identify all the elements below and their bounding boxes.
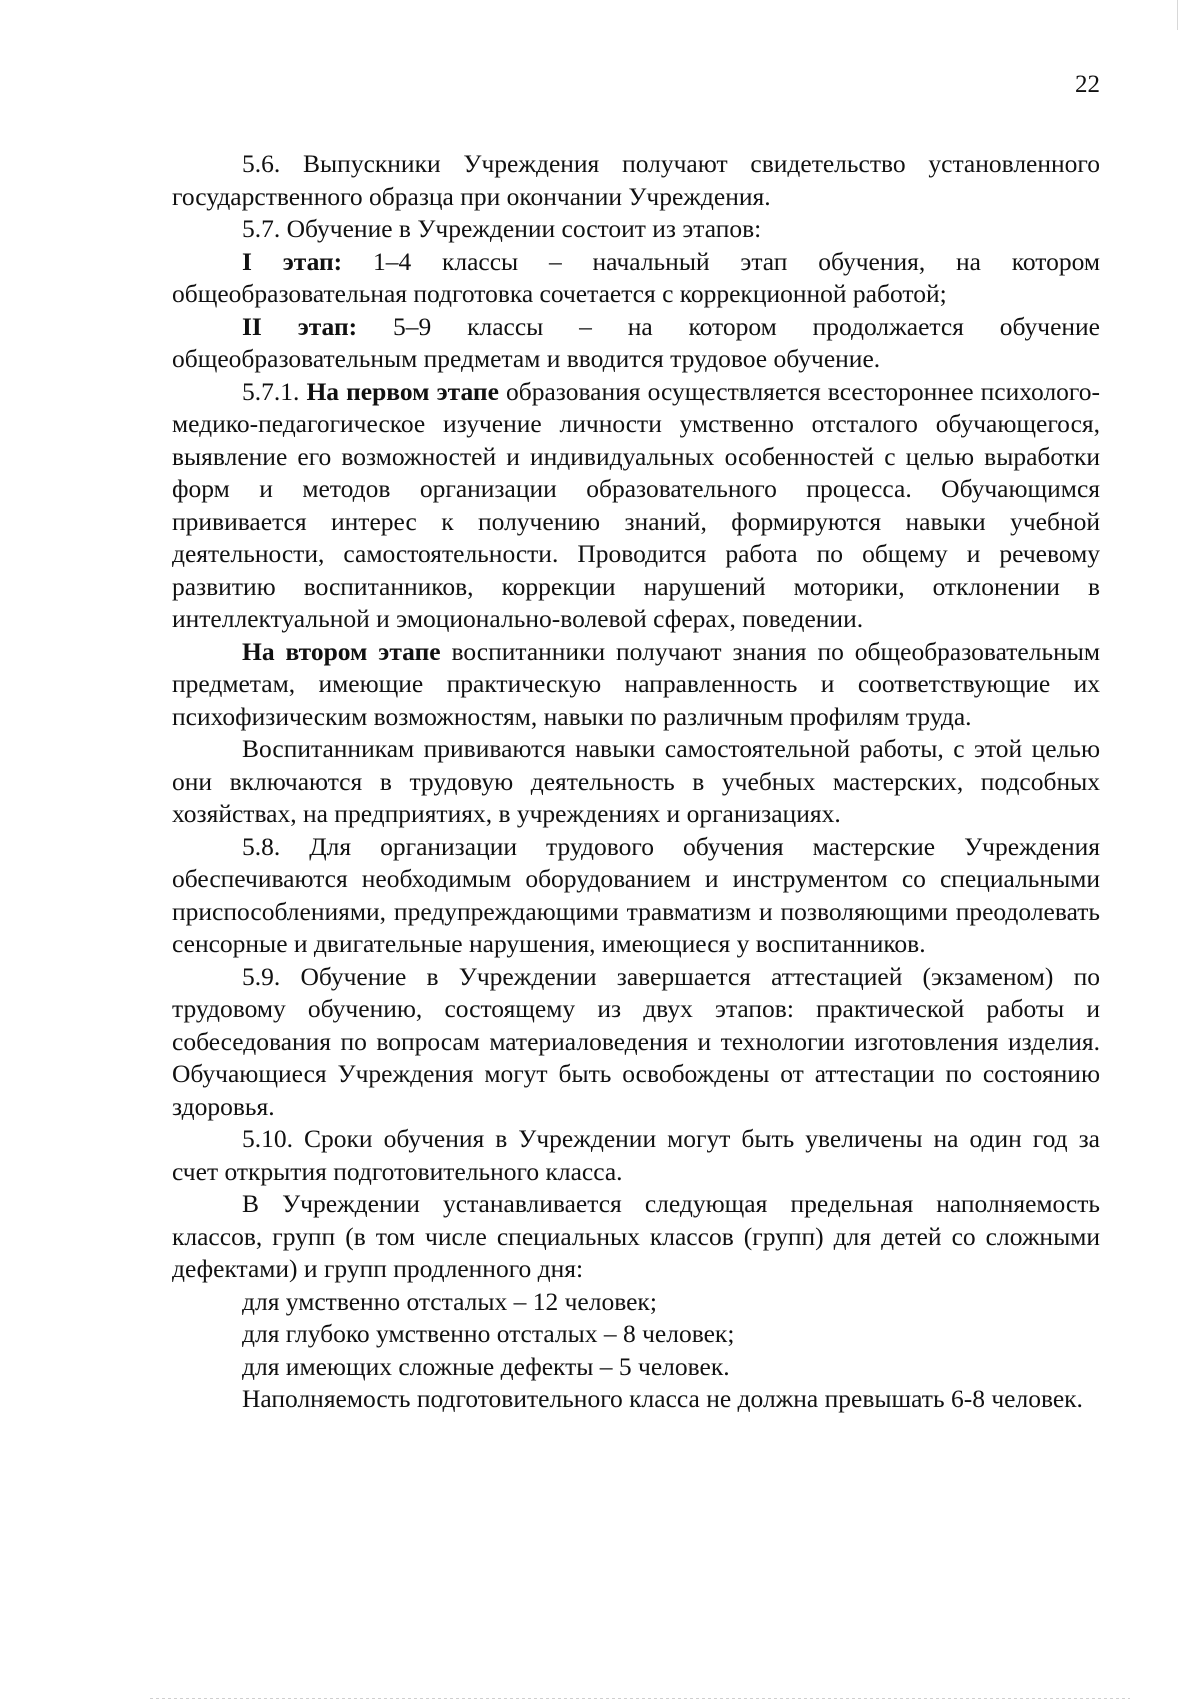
paragraph-stage-1 — [172, 246, 1100, 311]
second-stage-text: воспитанники получают знания по общеобразовательным предметам, имеющие практическую направленность и соответствующие их психофизическим возможностям, навыки по различным профилям труда. — [172, 636, 1100, 731]
scan-edge-mark — [1177, 0, 1178, 30]
capacity-item: для имеющих сложные дефекты – 5 человек. — [242, 1351, 730, 1381]
stage-2-text: 5–9 классы – на котором продолжается обучение общеобразовательным предметам и вводится трудовое обучение. — [172, 311, 1100, 373]
paragraph-5-7-1 — [172, 376, 1100, 636]
paragraph-5-6: 5.6. Выпускники Учреждения получают свидетельство установленного государственного образца при окончании Учреждения. — [172, 149, 1100, 211]
paragraph-5-10: 5.10. Сроки обучения в Учреждении могут быть увеличены на один год за счет открытия подготовительного класса. — [172, 1124, 1100, 1186]
paragraph-stage-2 — [172, 311, 1100, 376]
paragraph-second-stage — [172, 636, 1100, 734]
paragraph-skills: Воспитанникам прививаются навыки самостоятельной работы, с этой целью они включаются в трудовую деятельность в учебных мастерских, подсобных хозяйствах, на предприятиях, в учреждениях и организациях. — [172, 734, 1100, 828]
paragraph-5-7-1-text: образования осуществляется всестороннее психолого-медико-педагогическое изучение личности умственно отсталого обучающегося, выявление его возможностей и индивидуальных особенностей с целью выработки форм и методов организации образовательного процесса. Обучающимся прививается интерес к получению знаний, формируются навыки учебной деятельности, самостоятельности. Проводится работа по общему и речевому развитию воспитанников, коррекции нарушений моторики, отклонении в интеллектуальной и эмоционально-волевой сферах, поведении. — [172, 376, 1100, 633]
paragraph-capacity-intro: В Учреждении устанавливается следующая предельная наполняемость классов, групп (в том числе специальных классов (групп) для детей со сложными дефектами) и групп продленного дня: — [172, 1189, 1100, 1283]
paragraph-5-8: 5.8. Для организации трудового обучения мастерские Учреждения обеспечиваются необходимым оборудованием и инструментом со специальными приспособлениями, предупреждающими травматизм и позволяющими преодолевать сенсорные и двигательные нарушения, имеющиеся у воспитанников. — [172, 831, 1100, 958]
stage-1-label: I этап: — [242, 246, 343, 276]
paragraph-5-7: 5.7. Обучение в Учреждении состоит из этапов: — [242, 214, 762, 243]
capacity-item: для умственно отсталых – 12 человек; — [242, 1286, 657, 1316]
stage-1-text: 1–4 классы – начальный этап обучения, на котором общеобразовательная подготовка сочетается с коррекционной работой; — [172, 246, 1100, 308]
paragraph-prep-class: Наполняемость подготовительного класса не должна превышать 6-8 человек. — [242, 1384, 1083, 1413]
paragraph-5-7-1-prefix: 5.7.1. — [242, 376, 307, 406]
document-body — [172, 148, 1100, 1416]
scan-bottom-edge — [150, 1698, 1130, 1699]
page-number: 22 — [1075, 71, 1100, 98]
paragraph-5-9: 5.9. Обучение в Учреждении завершается аттестацией (экзаменом) по трудовому обучению, состоящему из двух этапов: практической работы и собеседования по вопросам материаловедения и технологии изготовления изделия. Обучающиеся Учреждения могут быть освобождены от аттестации по состоянию здоровья. — [172, 961, 1100, 1121]
first-stage-bold: На первом этапе — [306, 376, 499, 406]
second-stage-bold: На втором этапе — [242, 636, 441, 666]
capacity-item: для глубоко умственно отсталых – 8 человек; — [242, 1319, 735, 1348]
stage-2-label: II этап: — [242, 311, 358, 341]
